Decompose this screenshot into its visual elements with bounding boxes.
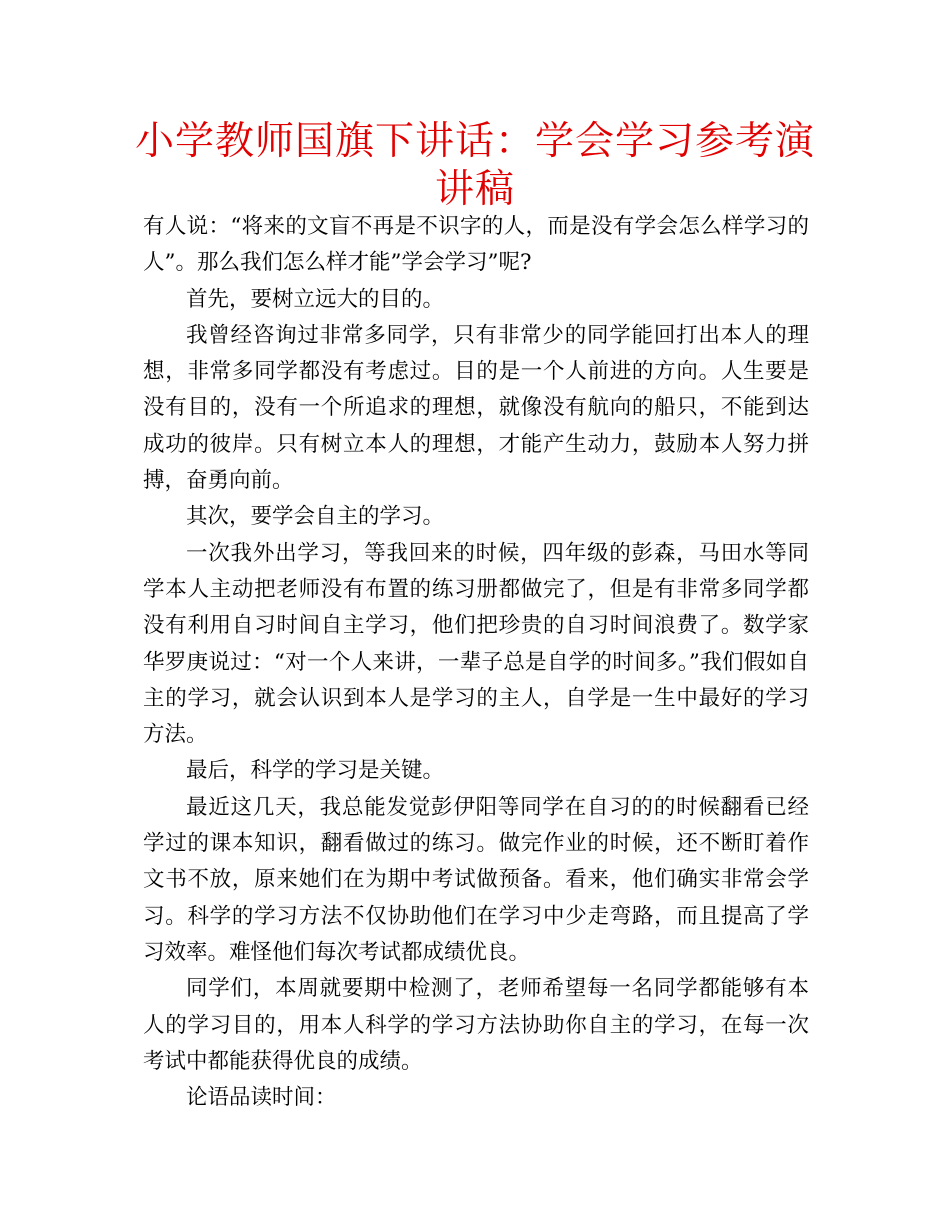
paragraph: 论语品读时间： (186, 1085, 337, 1111)
paragraph: 有人说：“将来的文盲不再是不识字的人，而是没有学会怎么样学习的人”。那么我们怎么样才能”学会学习”呢? (143, 214, 809, 276)
paragraph: 我曾经咨询过非常多同学，只有非常少的同学能回打出本人的理想，非常多同学都没有考虑过。目的是一个人前进的方向。人生要是没有目的，没有一个所追求的理想，就像没有航向的船只，不能到达成功的彼岸。只有树立本人的理想，才能产生动力，鼓励本人努力拼搏，奋勇向前。 (143, 322, 809, 494)
paragraph: 最后，科学的学习是关键。 (186, 758, 445, 784)
paragraph: 一次我外出学习，等我回来的时候，四年级的彭森，马田水等同学本人主动把老师没有布置的练习册都做完了，但是有非常多同学都没有利用自习时间自主学习，他们把珍贵的自习时间浪费了。数学家华罗庚说过：“对一个人来讲，一辈子总是自学的时间多。”我们假如自主的学习，就会认识到本人是学习的主人，自学是一生中最好的学习方法。 (143, 540, 809, 748)
paragraph: 其次，要学会自主的学习。 (186, 504, 445, 530)
paragraph: 首先，要树立远大的目的。 (186, 286, 445, 312)
document-title: 小学教师国旗下讲话：学会学习参考演讲稿 (134, 119, 815, 212)
document-body (143, 209, 809, 1116)
paragraph: 同学们，本周就要期中检测了，老师希望每一名同学都能够有本人的学习目的，用本人科学的学习方法协助你自主的学习，在每一次考试中都能获得优良的成绩。 (143, 976, 809, 1074)
paragraph: 最近这几天，我总能发觉彭伊阳等同学在自习的的时候翻看已经学过的课本知识，翻看做过的练习。做完作业的时候，还不断盯着作文书不放，原来她们在为期中考试做预备。看来，他们确实非常会学习。科学的学习方法不仅协助他们在学习中少走弯路，而且提高了学习效率。难怪他们每次考试都成绩优良。 (143, 794, 809, 965)
